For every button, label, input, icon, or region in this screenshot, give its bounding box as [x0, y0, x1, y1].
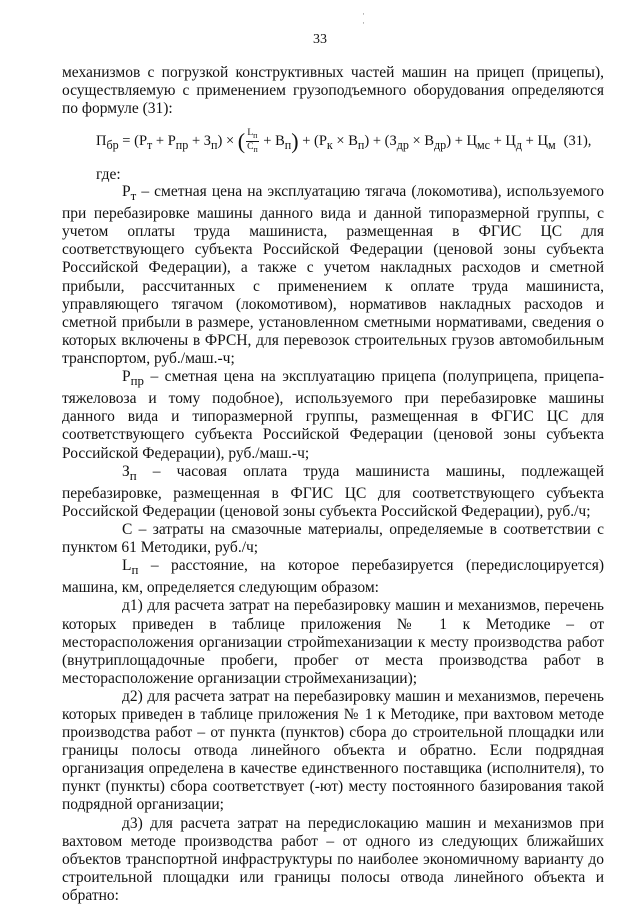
formula-term: + Р: [152, 133, 176, 150]
where-label: где:: [96, 166, 121, 183]
formula-sub: пр: [175, 137, 189, 152]
formula-sub: к: [326, 137, 333, 152]
corner-mark-line: ·: [362, 18, 365, 28]
intro-text: механизмов с погрузкой конструктивных частей машин на прицеп (прицепы), осуществляемую с применением грузоподъемного оборудования определяются по формуле (31):: [62, 64, 604, 118]
formula-paren-open: (: [237, 128, 246, 154]
formula-sub: др: [396, 137, 409, 152]
formula-sub: др: [434, 137, 447, 152]
formula-term: + З: [188, 133, 212, 150]
fraction-denominator: $C_п$: [247, 142, 258, 155]
fraction-numerator: $L_п$: [247, 128, 258, 141]
formula-term: × В: [408, 133, 435, 150]
formula-31: [96, 128, 592, 162]
formula-term: ): [217, 133, 223, 150]
formula-sub: мс: [476, 137, 490, 152]
formula-term: × В: [332, 133, 358, 150]
definitions: [62, 183, 604, 905]
definition-paragraph: С – затраты на смазочные материалы, определяемые в соответствии с пунктом 61 Методики, руб./ч;: [62, 520, 604, 557]
formula-sub: бр: [106, 137, 119, 152]
list-item-d1: д1) для расчета затрат на перебазировку машин и механизмов, перечень которых приведен в таблице приложения № 1 к Методике – от месторасположения организации стройmеханизации к месту производства работ (внутриплощадочные пробеги, пробег от места производства работ в месторасположение организации строймеханизации);: [62, 597, 604, 687]
formula-lhs: П: [96, 133, 107, 150]
formula-term: ): [446, 133, 452, 150]
formula-term: + В: [259, 133, 285, 150]
formula-term: + (Р: [298, 133, 327, 150]
formula-sub: п: [284, 137, 292, 152]
list-item-d3: д3) для расчета затрат на передислокацию машин и механизмов при вахтовом методе производства работ – от одного из следующих ближайших объектов транспортной инфраструктуры по наиболее экономичному варианту до строительной площадки или границы полосы отвода линейного объекта и обратно:: [62, 814, 604, 904]
formula-eq: =: [118, 133, 135, 150]
formula-paren-close: ): [291, 128, 299, 154]
formula-number: (31),: [563, 133, 592, 150]
formula-term: ): [364, 133, 370, 150]
formula-sub: п: [211, 137, 218, 152]
formula-term: (Р: [134, 133, 148, 150]
formula-sub: м: [547, 137, 556, 152]
formula-term: + Ц: [451, 133, 477, 150]
formula-fraction: [246, 128, 259, 155]
definition-paragraph: $Р_{пр}$ – сметная цена на эксплуатацию прицепа (полуприцепа, прицепа-тяжеловоза и тому подобное), используемого при перебазировке машины данного вида и типоразмерной группы, размещенная в ФГИС ЦС для соответствующего субъекта Российской Федерации (ценовой зоны субъекта Российской Федерации), руб./маш.-ч;: [62, 368, 604, 462]
corner-mark-line: ·: [362, 9, 365, 19]
formula-term: ×: [222, 133, 238, 150]
definition-paragraph: $З_п$ – часовая оплата труда машиниста машины, подлежащей перебазировке, размещенная в ФГИС ЦС для соответствующего субъекта Российской Федерации (ценовой зоны субъекта Российской Федерации), руб./ч;: [62, 462, 604, 520]
page-number: 33: [313, 32, 327, 47]
corner-mark: [362, 10, 392, 38]
definition-paragraph: $L_п$ – расстояние, на которое перебазируется (передислоцируется) машина, км, определяется следующим образом:: [62, 557, 604, 597]
formula-term: + Ц: [489, 133, 516, 150]
formula-sub: т: [147, 137, 153, 152]
intro-paragraph: [62, 64, 604, 118]
formula-term: + (З: [369, 133, 397, 150]
definition-paragraph: $Р_т$ – сметная цена на эксплуатацию тягача (локомотива), используемого при перебазировке машины данного вида и данной типоразмерной группы, с учетом оплаты труда машиниста, размещенная в ФГИС ЦС для соответствующего субъекта Российской Федерации (ценовой зоны субъекта Российской Федерации), а также с учетом накладных расходов и сметной прибыли, рассчитанных с применением к оплате труда машиниста, управляющего тягачом (локомотивом), нормативов накладных расходов и сметной прибыли в размере, установленном сметными нормативами, сведения о которых включены в ФРСН, для перевозок строительных грузов автомобильным транспортом, руб./маш.-ч;: [62, 183, 604, 367]
formula-sub: п: [357, 137, 365, 152]
list-item-d2: д2) для расчета затрат на перебазировку машин и механизмов, перечень которых приведен в таблице приложения № 1 к Методике, при вахтовом методе производства работ – от пункта (пунктов) сбора до строительной площадки или границы полосы отвода линейного объекта и обратно. Если подрядная организация определена в качестве единственного поставщика (исполнителя), то пункт (пункты) сбора соответствует (-ют) месту постоянного базирования такой подрядной организации;: [62, 687, 604, 814]
formula-sub: д: [515, 137, 523, 152]
formula-term: + Ц: [522, 133, 548, 150]
